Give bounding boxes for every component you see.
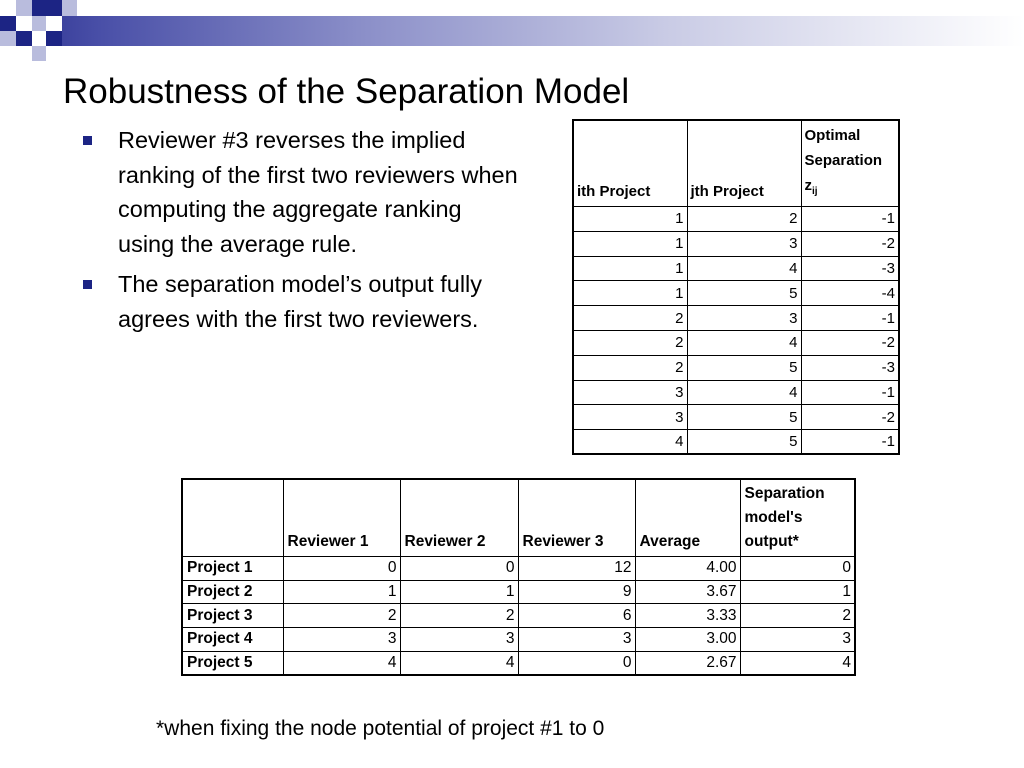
square-bullet-icon xyxy=(83,136,92,145)
bullet-text: The separation model’s output fully agrees with the first two reviewers. xyxy=(118,271,483,332)
column-header-text: Optimal Separation xyxy=(804,127,883,169)
table-cell: 2 xyxy=(740,604,855,628)
table-cell: 5 xyxy=(687,405,801,430)
column-header: ith Project xyxy=(573,120,687,207)
table-row xyxy=(573,355,899,380)
table-cell: 3 xyxy=(687,306,801,331)
table-cell: -3 xyxy=(801,355,899,380)
table-cell: 3 xyxy=(687,231,801,256)
table-cell: 0 xyxy=(400,557,518,581)
decor-square xyxy=(32,16,46,31)
table-cell: 4 xyxy=(687,330,801,355)
table-cell: 2.67 xyxy=(635,651,740,675)
row-header: Project 3 xyxy=(182,604,283,628)
decor-square xyxy=(16,0,32,16)
column-header-symbol: z xyxy=(804,177,812,194)
table-cell: -4 xyxy=(801,281,899,306)
table-cell: 6 xyxy=(518,604,635,628)
decor-square xyxy=(62,0,77,16)
table-cell: 9 xyxy=(518,580,635,604)
table-cell: 3.67 xyxy=(635,580,740,604)
decor-square xyxy=(16,31,32,46)
table-cell: 5 xyxy=(687,430,801,455)
table-row xyxy=(573,281,899,306)
table-row xyxy=(182,557,855,581)
table-row xyxy=(573,380,899,405)
decor-square xyxy=(0,31,16,46)
column-header: Reviewer 2 xyxy=(400,479,518,557)
table-cell: 4 xyxy=(687,256,801,281)
table-row xyxy=(573,405,899,430)
separation-table xyxy=(572,119,900,455)
table-cell: 2 xyxy=(283,604,400,628)
table-cell: 0 xyxy=(518,651,635,675)
ranking-table xyxy=(181,478,856,676)
table-cell: 3.33 xyxy=(635,604,740,628)
row-header: Project 5 xyxy=(182,651,283,675)
footnote: *when fixing the node potential of project #1 to 0 xyxy=(156,717,605,740)
column-header: jth Project xyxy=(687,120,801,207)
decor-square xyxy=(16,16,32,31)
bullet-text: Reviewer #3 reverses the implied ranking of the first two reviewers when computing the aggregate ranking using the average rule. xyxy=(118,127,518,257)
table-cell: 1 xyxy=(283,580,400,604)
table-cell: -2 xyxy=(801,405,899,430)
table-cell: 3 xyxy=(400,628,518,652)
table-cell: 3 xyxy=(573,380,687,405)
table-cell: 5 xyxy=(687,355,801,380)
table-row xyxy=(182,651,855,675)
table-cell: -1 xyxy=(801,430,899,455)
table-cell: 4 xyxy=(283,651,400,675)
decor-square xyxy=(0,16,16,31)
decor-square xyxy=(46,16,62,31)
column-header-subscript: ij xyxy=(812,186,818,197)
table-cell: 1 xyxy=(573,256,687,281)
table-cell: 0 xyxy=(283,557,400,581)
table-cell: 2 xyxy=(573,355,687,380)
table-cell: 4 xyxy=(400,651,518,675)
table-cell: -2 xyxy=(801,231,899,256)
table-cell: 4.00 xyxy=(635,557,740,581)
table-cell: -1 xyxy=(801,380,899,405)
column-header: Reviewer 3 xyxy=(518,479,635,557)
table-cell: 12 xyxy=(518,557,635,581)
bullet-item xyxy=(80,123,520,261)
table-cell: 1 xyxy=(573,207,687,232)
table-cell: 3 xyxy=(283,628,400,652)
table-cell: -2 xyxy=(801,330,899,355)
decor-square xyxy=(32,31,46,46)
column-header: Reviewer 1 xyxy=(283,479,400,557)
decor-square xyxy=(46,31,62,46)
slide-title: Robustness of the Separation Model xyxy=(63,72,630,111)
table-header-row xyxy=(573,120,899,207)
header-gradient-bar xyxy=(0,16,1024,46)
column-header: Average xyxy=(635,479,740,557)
column-header: Separation model's output* xyxy=(740,479,855,557)
table-cell: -1 xyxy=(801,306,899,331)
table-cell: 1 xyxy=(740,580,855,604)
table-cell: 2 xyxy=(400,604,518,628)
table-row xyxy=(182,580,855,604)
table-row xyxy=(573,430,899,455)
table-row xyxy=(573,256,899,281)
table-cell: 0 xyxy=(740,557,855,581)
table-cell: 4 xyxy=(687,380,801,405)
table-cell: 3 xyxy=(740,628,855,652)
table-cell: 4 xyxy=(573,430,687,455)
decor-square xyxy=(32,0,62,16)
table-row xyxy=(182,604,855,628)
table-cell: -3 xyxy=(801,256,899,281)
bullet-item xyxy=(80,267,520,336)
column-header xyxy=(801,120,899,207)
table-cell: 5 xyxy=(687,281,801,306)
table-cell: 1 xyxy=(573,231,687,256)
table-cell: 2 xyxy=(687,207,801,232)
table-cell: 4 xyxy=(740,651,855,675)
column-header xyxy=(182,479,283,557)
table-row xyxy=(573,330,899,355)
table-row xyxy=(573,306,899,331)
bullet-list xyxy=(80,123,520,342)
row-header: Project 1 xyxy=(182,557,283,581)
decor-square xyxy=(32,46,46,61)
decor-square xyxy=(16,46,32,61)
table-cell: 1 xyxy=(573,281,687,306)
table-row xyxy=(573,231,899,256)
table-cell: 2 xyxy=(573,330,687,355)
row-header: Project 2 xyxy=(182,580,283,604)
table-row xyxy=(573,207,899,232)
row-header: Project 4 xyxy=(182,628,283,652)
table-cell: 3 xyxy=(573,405,687,430)
decor-square xyxy=(0,0,16,16)
table-cell: 1 xyxy=(400,580,518,604)
table-cell: -1 xyxy=(801,207,899,232)
table-cell: 3 xyxy=(518,628,635,652)
table-cell: 3.00 xyxy=(635,628,740,652)
table-cell: 2 xyxy=(573,306,687,331)
table-header-row xyxy=(182,479,855,557)
square-bullet-icon xyxy=(83,280,92,289)
table-row xyxy=(182,628,855,652)
